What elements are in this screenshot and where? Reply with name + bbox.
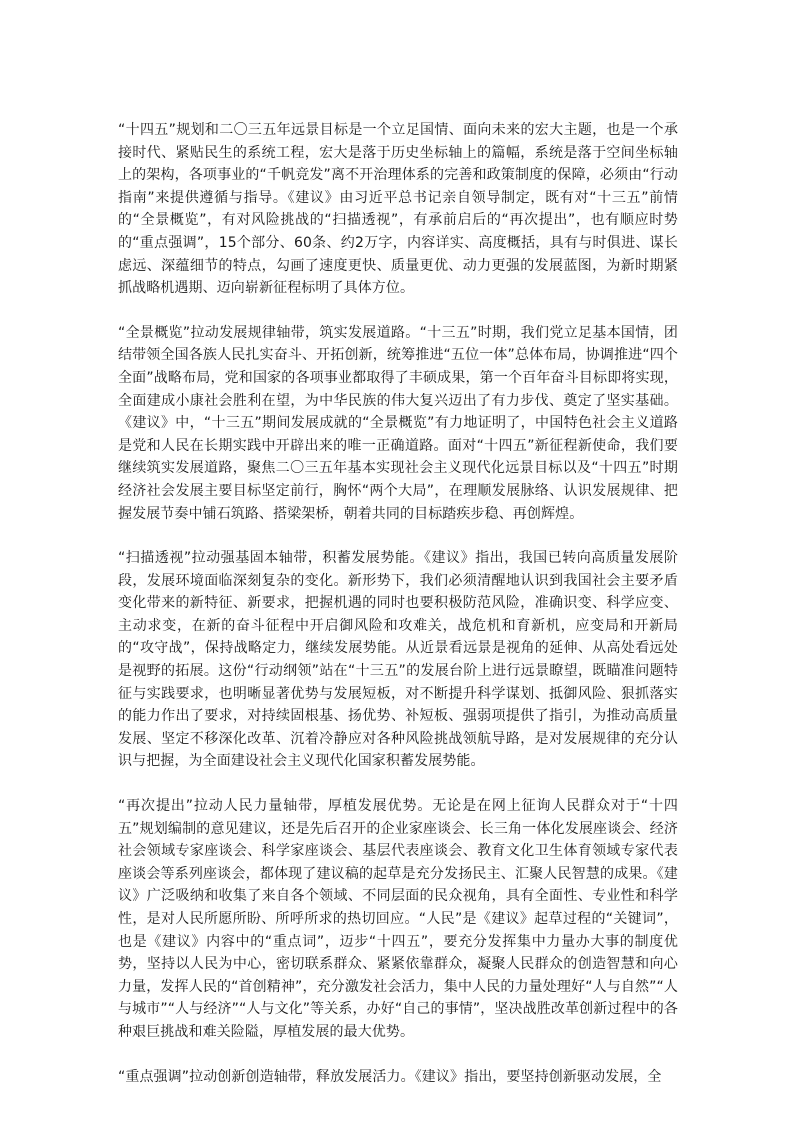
paragraph-scan: “扫描透视”拉动强基固本轴带，积蓄发展势能。《建议》指出，我国已转向高质量发展阶段，发展环境面临深刻复杂的变化。新形势下，我们必须清醒地认识到我国社会主要矛盾变化带来的新特征、新要求，把握机遇的同时也要积极防范风险，准确识变、科学应变、主动求变，在新的奋斗征程中开启御风险和攻难关，战危机和育新机，应变局和开新局的“攻守战”，保持战略定力，继续发展势能。从近景看远景是视角的延伸、从高处看远处是视野的拓展。这份“行动纲领”站在“十三五”的发展台阶上进行远景瞭望，既瞄准问题特征与实践要求，也明晰显著优势与发展短板，对不断提升科学谋划、抵御风险、狠抓落实的能力作出了要求，对持续固根基、扬优势、补短板、强弱项提供了指引，为推动高质量发展、坚定不移深化改革、沉着冷静应对各种风险挑战领航导路，是对发展规律的充分认识与把握，为全面建设社会主义现代化国家积蓄发展势能。 [118,550,678,770]
document-body [118,119,678,1110]
paragraph-panorama: “全景概览”拉动发展规律轴带，筑实发展道路。“十三五”时期，我们党立足基本国情，团结带领全国各族人民扎实奋斗、开拓创新，统筹推进“五位一体”总体布局，协调推进“四个全面”战略布局，党和国家的各项事业都取得了丰硕成果，第一个百年奋斗目标即将实现，全面建成小康社会胜利在望，为中华民族的伟大复兴迈出了有力步伐、奠定了坚实基础。《建议》中，“十三五”期间发展成就的“全景概览”有力地证明了，中国特色社会主义道路是党和人民在长期实践中开辟出来的唯一正确道路。面对“十四五”新征程新使命，我们要继续筑实发展道路，聚焦二〇三五年基本实现社会主义现代化远景目标以及“十四五”时期经济社会发展主要目标坚定前行，胸怀“两个大局”，在理顺发展脉络、认识发展规律、把握发展节奏中铺石筑路、搭梁架桥，朝着共同的目标踏疾步稳、再创辉煌。 [118,324,678,522]
paragraph-emphasis: “重点强调”拉动创新创造轴带，释放发展活力。《建议》指出，要坚持创新驱动发展，全 [118,1068,662,1085]
paragraph-people: “再次提出”拉动人民力量轴带，厚植发展优势。无论是在网上征询人民群众对于“十四五”规划编制的意见建议，还是先后召开的企业家座谈会、长三角一体化发展座谈会、经济社会领域专家座谈会、科学家座谈会、基层代表座谈会、教育文化卫生体育领域专家代表座谈会等系列座谈会，都体现了建议稿的起草是充分发扬民主、汇聚人民智慧的成果。《建议》广泛吸纳和收集了来自各个领域、不同层面的民众视角，具有全面性、专业性和科学性，是对人民所愿所盼、所呼所求的热切回应。“人民”是《建议》起草过程的“关键词”，也是《建议》内容中的“重点词”，迈步“十四五”，要充分发挥集中力量办大事的制度优势，坚持以人民为中心，密切联系群众、紧紧依靠群众，凝聚人民群众的创造智慧和向心力量，发挥人民的“首创精神”，充分激发社会活力，集中人民的力量处理好“人与自然”“人与城市”“人与经济”“人与文化”等关系，办好“自己的事情”，坚决战胜改革创新过程中的各种艰巨挑战和难关险隘，厚植发展的最大优势。 [118,798,678,1040]
paragraph-overview: “十四五”规划和二〇三五年远景目标是一个立足国情、面向未来的宏大主题，也是一个承接时代、紧贴民生的系统工程，宏大是落于历史坐标轴上的篇幅，系统是落于空间坐标轴上的架构，各项事业的“千帆竞发”离不开治理体系的完善和政策制度的保障，必须由“行动指南”来提供遵循与指导。《建议》由习近平总书记亲自领导制定，既有对“十三五”前情的“全景概览”，有对风险挑战的“扫描透视”，有承前启后的“再次提出”，也有顺应时势的“重点强调”，15个部分、60条、约2万字，内容详实、高度概括，具有与时俱进、谋长虑远、深蕴细节的特点，勾画了速度更快、质量更优、动力更强的发展蓝图，为新时期紧抓战略机遇期、迈向崭新征程标明了具体方位。 [118,122,678,297]
